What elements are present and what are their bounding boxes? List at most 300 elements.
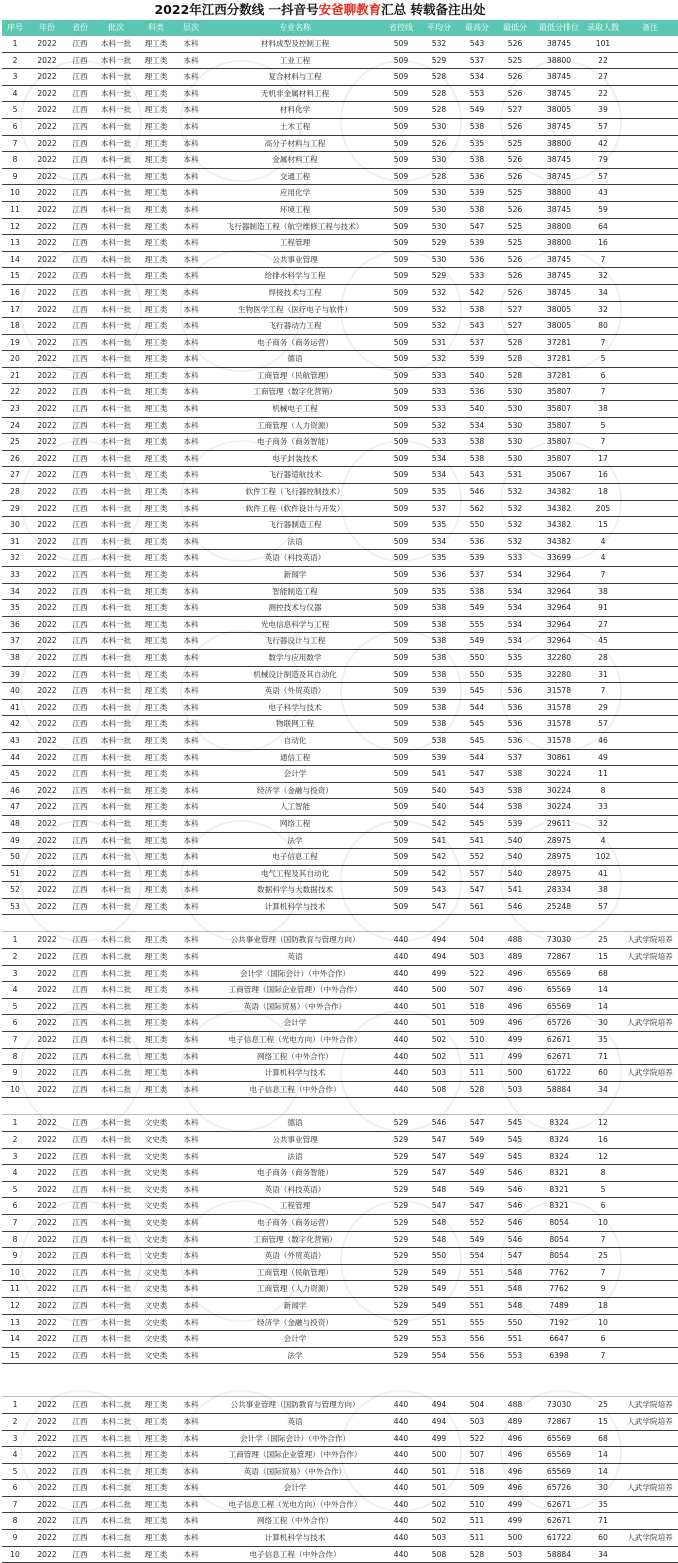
cell-max-score: 550 [458, 649, 496, 666]
cell-seq: 5 [2, 1463, 28, 1480]
cell-min-rank: 38800 [534, 185, 584, 202]
cell-province: 江西 [66, 849, 94, 866]
cell-major: 法语 [208, 533, 382, 550]
cell-min-rank: 8054 [534, 1248, 584, 1265]
cell-min-rank: 35807 [534, 450, 584, 467]
cell-avg-score: 538 [420, 633, 458, 650]
cell-major: 工业工程 [208, 52, 382, 69]
cell-control-line: 509 [382, 732, 420, 749]
cell-min-score: 528 [496, 334, 534, 351]
cell-category: 理工类 [138, 334, 174, 351]
cell-max-score: 552 [458, 1214, 496, 1231]
cell-batch: 本科一批 [94, 649, 138, 666]
cell-remark [622, 1048, 678, 1065]
cell-enrolled: 32 [584, 301, 622, 318]
cell-remark [622, 766, 678, 783]
cell-enrolled: 25 [584, 1397, 622, 1414]
cell-category: 理工类 [138, 898, 174, 915]
cell-avg-score: 502 [420, 1496, 458, 1513]
cell-province: 江西 [66, 301, 94, 318]
cell-seq: 50 [2, 849, 28, 866]
cell-year: 2022 [28, 384, 66, 401]
cell-province: 江西 [66, 683, 94, 700]
cell-province: 江西 [66, 417, 94, 434]
cell-remark [622, 85, 678, 102]
cell-year: 2022 [28, 1447, 66, 1464]
cell-control-line: 509 [382, 118, 420, 135]
cell-min-rank: 58884 [534, 1546, 584, 1563]
cell-province: 江西 [66, 517, 94, 534]
cell-major: 金属材料工程 [208, 152, 382, 169]
table-row [2, 898, 678, 915]
cell-province: 江西 [66, 1032, 94, 1049]
cell-max-score: 528 [458, 1546, 496, 1563]
table-row [2, 384, 678, 401]
cell-max-score: 543 [458, 782, 496, 799]
cell-avg-score: 529 [420, 268, 458, 285]
group-separator [2, 1098, 678, 1115]
cell-year: 2022 [28, 1281, 66, 1298]
cell-enrolled: 64 [584, 218, 622, 235]
cell-max-score: 534 [458, 69, 496, 86]
cell-province: 江西 [66, 52, 94, 69]
cell-category: 理工类 [138, 118, 174, 135]
cell-major: 电子信息工程（光电方向）（中外合作） [208, 1496, 382, 1513]
cell-min-rank: 65726 [534, 1480, 584, 1497]
cell-year: 2022 [28, 1496, 66, 1513]
cell-enrolled: 30 [584, 1480, 622, 1497]
cell-batch: 本科一批 [94, 1132, 138, 1149]
table-row [2, 135, 678, 152]
cell-enrolled: 6 [584, 367, 622, 384]
cell-remark [622, 1496, 678, 1513]
cell-level: 本科 [174, 1331, 208, 1348]
cell-level: 本科 [174, 600, 208, 617]
table-row [2, 782, 678, 799]
cell-min-rank: 8324 [534, 1148, 584, 1165]
cell-batch: 本科一批 [94, 616, 138, 633]
cell-remark [622, 1347, 678, 1364]
cell-control-line: 440 [382, 998, 420, 1015]
cell-batch: 本科一批 [94, 882, 138, 899]
cell-batch: 本科一批 [94, 284, 138, 301]
cell-category: 理工类 [138, 1430, 174, 1447]
table-row [2, 1546, 678, 1563]
column-header: 序号 [2, 20, 28, 36]
column-header: 备注 [622, 20, 678, 36]
cell-province: 江西 [66, 766, 94, 783]
cell-level: 本科 [174, 633, 208, 650]
cell-remark [622, 649, 678, 666]
cell-enrolled: 91 [584, 600, 622, 617]
cell-control-line: 529 [382, 1231, 420, 1248]
table-row [2, 268, 678, 285]
cell-max-score: 540 [458, 367, 496, 384]
cell-max-score: 553 [458, 85, 496, 102]
cell-min-score: 499 [496, 1032, 534, 1049]
cell-major: 机械电子工程 [208, 401, 382, 418]
cell-max-score: 534 [458, 417, 496, 434]
cell-min-score: 526 [496, 36, 534, 52]
table-row [2, 401, 678, 418]
cell-max-score: 549 [458, 1181, 496, 1198]
cell-year: 2022 [28, 1081, 66, 1098]
cell-min-rank: 30224 [534, 766, 584, 783]
cell-remark [622, 218, 678, 235]
cell-batch: 本科二批 [94, 1015, 138, 1032]
cell-seq: 5 [2, 1181, 28, 1198]
table-row [2, 218, 678, 235]
cell-avg-score: 554 [420, 1347, 458, 1364]
cell-min-score: 548 [496, 1264, 534, 1281]
cell-province: 江西 [66, 1264, 94, 1281]
cell-batch: 本科一批 [94, 666, 138, 683]
cell-remark [622, 600, 678, 617]
cell-avg-score: 549 [420, 1281, 458, 1298]
cell-min-score: 545 [496, 1148, 534, 1165]
cell-min-rank: 72867 [534, 1413, 584, 1430]
cell-min-score: 525 [496, 218, 534, 235]
cell-min-rank: 34382 [534, 533, 584, 550]
cell-category: 理工类 [138, 949, 174, 966]
cell-avg-score: 549 [420, 1264, 458, 1281]
cell-min-score: 534 [496, 616, 534, 633]
cell-category: 文史类 [138, 1347, 174, 1364]
cell-major: 电子商务（商务智能） [208, 434, 382, 451]
cell-category: 理工类 [138, 1447, 174, 1464]
cell-max-score: 547 [458, 218, 496, 235]
cell-province: 江西 [66, 1331, 94, 1348]
cell-province: 江西 [66, 1430, 94, 1447]
cell-batch: 本科一批 [94, 699, 138, 716]
cell-control-line: 509 [382, 301, 420, 318]
cell-control-line: 440 [382, 1480, 420, 1497]
cell-max-score: 557 [458, 865, 496, 882]
cell-province: 江西 [66, 1496, 94, 1513]
table-row [2, 284, 678, 301]
cell-avg-score: 549 [420, 1297, 458, 1314]
cell-min-rank: 38005 [534, 318, 584, 335]
cell-category: 理工类 [138, 1546, 174, 1563]
table-header-row [2, 20, 678, 36]
cell-min-rank: 25248 [534, 898, 584, 915]
cell-seq: 11 [2, 1281, 28, 1298]
cell-enrolled: 22 [584, 52, 622, 69]
cell-control-line: 440 [382, 1081, 420, 1098]
cell-remark [622, 152, 678, 169]
cell-avg-score: 532 [420, 284, 458, 301]
cell-batch: 本科一批 [94, 334, 138, 351]
cell-province: 江西 [66, 1165, 94, 1182]
cell-province: 江西 [66, 799, 94, 816]
cell-min-score: 503 [496, 1081, 534, 1098]
cell-enrolled: 49 [584, 749, 622, 766]
cell-min-score: 536 [496, 699, 534, 716]
cell-batch: 本科一批 [94, 251, 138, 268]
cell-major: 电子信息工程（中外合作） [208, 1081, 382, 1098]
cell-category: 理工类 [138, 600, 174, 617]
cell-remark [622, 102, 678, 119]
cell-max-score: 507 [458, 1447, 496, 1464]
cell-year: 2022 [28, 1463, 66, 1480]
cell-control-line: 509 [382, 799, 420, 816]
cell-level: 本科 [174, 799, 208, 816]
table-row [2, 965, 678, 982]
cell-batch: 本科一批 [94, 732, 138, 749]
cell-batch: 本科一批 [94, 550, 138, 567]
cell-min-rank: 35807 [534, 384, 584, 401]
cell-seq: 6 [2, 1015, 28, 1032]
cell-batch: 本科一批 [94, 484, 138, 501]
cell-enrolled: 16 [584, 467, 622, 484]
cell-batch: 本科一批 [94, 36, 138, 52]
table-row [2, 467, 678, 484]
cell-major: 会计学 [208, 766, 382, 783]
cell-province: 江西 [66, 484, 94, 501]
column-header: 科类 [138, 20, 174, 36]
cell-enrolled: 7 [584, 251, 622, 268]
cell-max-score: 538 [458, 583, 496, 600]
cell-seq: 23 [2, 401, 28, 418]
cell-remark [622, 583, 678, 600]
cell-province: 江西 [66, 666, 94, 683]
cell-category: 理工类 [138, 732, 174, 749]
cell-level: 本科 [174, 152, 208, 169]
cell-year: 2022 [28, 666, 66, 683]
cell-province: 江西 [66, 318, 94, 335]
cell-avg-score: 547 [420, 1148, 458, 1165]
cell-min-score: 496 [496, 965, 534, 982]
table-row [2, 1165, 678, 1182]
cell-level: 本科 [174, 716, 208, 733]
cell-level: 本科 [174, 118, 208, 135]
cell-year: 2022 [28, 218, 66, 235]
cell-seq: 12 [2, 218, 28, 235]
cell-control-line: 529 [382, 1248, 420, 1265]
cell-level: 本科 [174, 1463, 208, 1480]
cell-category: 理工类 [138, 749, 174, 766]
cell-seq: 29 [2, 500, 28, 517]
cell-enrolled: 60 [584, 1530, 622, 1547]
cell-category: 理工类 [138, 168, 174, 185]
cell-year: 2022 [28, 616, 66, 633]
cell-province: 江西 [66, 1297, 94, 1314]
cell-seq: 16 [2, 284, 28, 301]
cell-batch: 本科二批 [94, 1032, 138, 1049]
cell-province: 江西 [66, 1148, 94, 1165]
cell-min-rank: 7192 [534, 1314, 584, 1331]
cell-level: 本科 [174, 815, 208, 832]
cell-year: 2022 [28, 1115, 66, 1132]
cell-max-score: 544 [458, 749, 496, 766]
cell-avg-score: 539 [420, 749, 458, 766]
cell-enrolled: 14 [584, 1463, 622, 1480]
cell-category: 文史类 [138, 1198, 174, 1215]
cell-remark [622, 1463, 678, 1480]
table-row [2, 1513, 678, 1530]
cell-enrolled: 60 [584, 1065, 622, 1082]
cell-year: 2022 [28, 235, 66, 252]
cell-enrolled: 39 [584, 102, 622, 119]
cell-major: 工商管理（人力资源） [208, 417, 382, 434]
cell-enrolled: 15 [584, 1413, 622, 1430]
column-header: 批次 [94, 20, 138, 36]
cell-control-line: 509 [382, 898, 420, 915]
cell-province: 江西 [66, 251, 94, 268]
cell-min-rank: 65569 [534, 965, 584, 982]
cell-batch: 本科一批 [94, 1264, 138, 1281]
cell-province: 江西 [66, 1314, 94, 1331]
cell-enrolled: 38 [584, 401, 622, 418]
cell-major: 工商管理（国际企业管理）（中外合作） [208, 982, 382, 999]
cell-remark [622, 36, 678, 52]
cell-min-score: 530 [496, 384, 534, 401]
cell-remark [622, 450, 678, 467]
cell-remark [622, 251, 678, 268]
cell-control-line: 509 [382, 600, 420, 617]
group-separator [2, 1364, 678, 1397]
cell-batch: 本科一批 [94, 1165, 138, 1182]
cell-min-score: 550 [496, 1314, 534, 1331]
cell-major: 工商管理（民航管理） [208, 367, 382, 384]
cell-min-score: 546 [496, 1198, 534, 1215]
cell-province: 江西 [66, 367, 94, 384]
cell-max-score: 550 [458, 666, 496, 683]
cell-year: 2022 [28, 434, 66, 451]
cell-remark: 人武学院培养 [622, 1413, 678, 1430]
cell-control-line: 509 [382, 517, 420, 534]
cell-min-rank: 62671 [534, 1496, 584, 1513]
table-row [2, 982, 678, 999]
cell-province: 江西 [66, 533, 94, 550]
cell-control-line: 509 [382, 69, 420, 86]
cell-min-score: 546 [496, 898, 534, 915]
cell-min-rank: 38800 [534, 52, 584, 69]
cell-enrolled: 7 [584, 384, 622, 401]
cell-min-score: 534 [496, 567, 534, 584]
cell-min-rank: 65726 [534, 1015, 584, 1032]
cell-category: 理工类 [138, 998, 174, 1015]
cell-year: 2022 [28, 1132, 66, 1149]
column-header: 年份 [28, 20, 66, 36]
cell-min-score: 532 [496, 533, 534, 550]
cell-seq: 8 [2, 152, 28, 169]
cell-batch: 本科一批 [94, 716, 138, 733]
cell-min-score: 532 [496, 500, 534, 517]
cell-category: 理工类 [138, 268, 174, 285]
cell-major: 给排水科学与工程 [208, 268, 382, 285]
cell-batch: 本科一批 [94, 500, 138, 517]
table-row [2, 85, 678, 102]
cell-batch: 本科一批 [94, 135, 138, 152]
cell-seq: 2 [2, 1132, 28, 1149]
cell-min-score: 546 [496, 1231, 534, 1248]
cell-enrolled: 45 [584, 633, 622, 650]
cell-max-score: 549 [458, 1165, 496, 1182]
cell-remark [622, 1181, 678, 1198]
cell-control-line: 509 [382, 865, 420, 882]
cell-category: 文史类 [138, 1331, 174, 1348]
table-row [2, 69, 678, 86]
cell-year: 2022 [28, 1032, 66, 1049]
cell-major: 飞行器动力工程 [208, 318, 382, 335]
cell-major: 工商管理（数字化营销） [208, 384, 382, 401]
cell-level: 本科 [174, 351, 208, 368]
cell-control-line: 529 [382, 1148, 420, 1165]
cell-year: 2022 [28, 484, 66, 501]
cell-min-rank: 35067 [534, 467, 584, 484]
table-row [2, 1065, 678, 1082]
cell-major: 飞行器制造工程（航空维修工程与技术） [208, 218, 382, 235]
cell-major: 软件工程（飞行器控制技术） [208, 484, 382, 501]
cell-major: 飞行器适航技术 [208, 467, 382, 484]
cell-seq: 2 [2, 52, 28, 69]
cell-year: 2022 [28, 1015, 66, 1032]
cell-max-score: 510 [458, 1032, 496, 1049]
cell-batch: 本科一批 [94, 467, 138, 484]
cell-control-line: 509 [382, 102, 420, 119]
cell-major: 公共事业管理 [208, 251, 382, 268]
cell-seq: 39 [2, 666, 28, 683]
cell-major: 会计学 [208, 1015, 382, 1032]
cell-year: 2022 [28, 633, 66, 650]
cell-min-score: 499 [496, 1513, 534, 1530]
cell-level: 本科 [174, 832, 208, 849]
cell-level: 本科 [174, 85, 208, 102]
table-row [2, 799, 678, 816]
column-header: 平均分 [420, 20, 458, 36]
cell-min-score: 496 [496, 1463, 534, 1480]
cell-category: 理工类 [138, 235, 174, 252]
cell-remark [622, 550, 678, 567]
cell-year: 2022 [28, 517, 66, 534]
cell-enrolled: 10 [584, 1214, 622, 1231]
cell-level: 本科 [174, 1065, 208, 1082]
cell-seq: 30 [2, 517, 28, 534]
cell-avg-score: 547 [420, 1132, 458, 1149]
cell-min-rank: 8324 [534, 1132, 584, 1149]
cell-category: 理工类 [138, 284, 174, 301]
cell-level: 本科 [174, 251, 208, 268]
cell-remark: 人武学院培养 [622, 1480, 678, 1497]
cell-remark [622, 633, 678, 650]
cell-level: 本科 [174, 1314, 208, 1331]
cell-province: 江西 [66, 1231, 94, 1248]
cell-year: 2022 [28, 1148, 66, 1165]
cell-control-line: 440 [382, 1463, 420, 1480]
cell-category: 文史类 [138, 1132, 174, 1149]
cell-category: 理工类 [138, 583, 174, 600]
cell-major: 电子信息工程（光电方向）（中外合作） [208, 1032, 382, 1049]
cell-enrolled: 6 [584, 1198, 622, 1215]
cell-control-line: 509 [382, 434, 420, 451]
cell-batch: 本科二批 [94, 1513, 138, 1530]
cell-year: 2022 [28, 799, 66, 816]
cell-min-rank: 7762 [534, 1281, 584, 1298]
cell-min-rank: 28975 [534, 849, 584, 866]
cell-seq: 47 [2, 799, 28, 816]
cell-major: 网络工程（中外合作） [208, 1048, 382, 1065]
cell-year: 2022 [28, 699, 66, 716]
cell-category: 理工类 [138, 517, 174, 534]
cell-remark [622, 982, 678, 999]
cell-seq: 3 [2, 965, 28, 982]
cell-batch: 本科二批 [94, 1430, 138, 1447]
cell-level: 本科 [174, 649, 208, 666]
cell-remark [622, 716, 678, 733]
column-header: 录取人数 [584, 20, 622, 36]
cell-remark [622, 882, 678, 899]
